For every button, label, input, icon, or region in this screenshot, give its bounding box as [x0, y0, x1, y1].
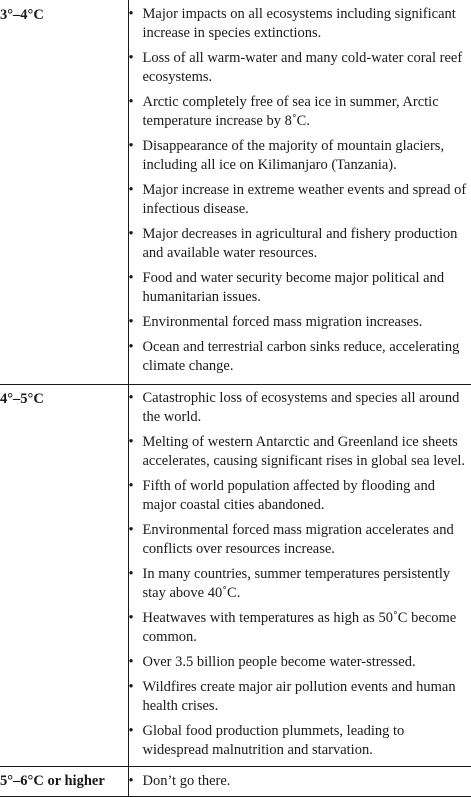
table-row-4-5c	[0, 385, 471, 767]
impact-list-item	[129, 5, 471, 43]
temperature-range-label: 5°–6°C or higher	[0, 773, 105, 789]
temperature-range-label: 3°–4°C	[0, 7, 44, 23]
impact-list-item	[129, 772, 471, 791]
bullet-icon: •	[129, 338, 134, 357]
impact-list-item	[129, 678, 471, 716]
table-row-5-6c	[0, 767, 471, 797]
bullet-icon: •	[129, 565, 134, 584]
bullet-icon: •	[129, 653, 134, 672]
bullet-icon: •	[129, 313, 134, 332]
bullet-icon: •	[129, 5, 134, 24]
impact-text: Global food production plummets, leading to widespread malnutrition and starvation.	[143, 723, 405, 758]
impact-text: Loss of all warm-water and many cold-water coral reef ecosystems.	[143, 50, 463, 85]
bullet-icon: •	[129, 93, 134, 112]
impact-text: Heatwaves with temperatures as high as 50˚C become common.	[143, 610, 457, 645]
impact-list-item	[129, 389, 471, 427]
impact-list-item	[129, 269, 471, 307]
impacts-cell	[128, 0, 471, 385]
temperature-range-cell	[0, 767, 128, 797]
impact-text: Arctic completely free of sea ice in summer, Arctic temperature increase by 8˚C.	[143, 94, 439, 129]
impact-list-item	[129, 477, 471, 515]
impact-text: Catastrophic loss of ecosystems and species all around the world.	[143, 390, 460, 425]
impact-list-item	[129, 521, 471, 559]
impact-text: Don’t go there.	[143, 773, 231, 789]
impacts-cell	[128, 385, 471, 767]
impact-text: Melting of western Antarctic and Greenland ice sheets accelerates, causing significant rises in global sea level.	[143, 434, 466, 469]
impacts-cell	[128, 767, 471, 797]
impact-text: Major impacts on all ecosystems including significant increase in species extinctions.	[143, 6, 456, 41]
impact-list-item	[129, 722, 471, 760]
impact-list-item	[129, 338, 471, 376]
impact-list-item	[129, 609, 471, 647]
impact-list-item	[129, 137, 471, 175]
impact-list-item	[129, 49, 471, 87]
bullet-icon: •	[129, 678, 134, 697]
impact-text: Fifth of world population affected by flooding and major coastal cities abandoned.	[143, 478, 436, 513]
impact-text: In many countries, summer temperatures persistently stay above 40˚C.	[143, 566, 451, 601]
impact-list-item	[129, 313, 471, 332]
impact-text: Over 3.5 billion people become water-stressed.	[143, 654, 416, 670]
bullet-icon: •	[129, 137, 134, 156]
impact-text: Food and water security become major political and humanitarian issues.	[143, 270, 445, 305]
bullet-icon: •	[129, 225, 134, 244]
impact-text: Disappearance of the majority of mountain glaciers, including all ice on Kilimanjaro (Tanzania).	[143, 138, 445, 173]
impact-list-item	[129, 433, 471, 471]
impact-list-item	[129, 565, 471, 603]
temperature-range-label: 4°–5°C	[0, 391, 44, 407]
bullet-icon: •	[129, 772, 134, 791]
bullet-icon: •	[129, 433, 134, 452]
impact-list-item	[129, 93, 471, 131]
bullet-icon: •	[129, 477, 134, 496]
temperature-range-cell	[0, 0, 128, 385]
impact-list	[129, 772, 471, 791]
impact-list-item	[129, 225, 471, 263]
bullet-icon: •	[129, 389, 134, 408]
bullet-icon: •	[129, 49, 134, 68]
impact-list	[129, 5, 471, 376]
impact-text: Ocean and terrestrial carbon sinks reduce, accelerating climate change.	[143, 339, 460, 374]
impact-list-item	[129, 653, 471, 672]
impact-text: Environmental forced mass migration accelerates and conflicts over resources increase.	[143, 522, 454, 557]
impact-text: Major increase in extreme weather events and spread of infectious disease.	[143, 182, 467, 217]
bullet-icon: •	[129, 269, 134, 288]
bullet-icon: •	[129, 181, 134, 200]
impact-text: Wildfires create major air pollution events and human health crises.	[143, 679, 456, 714]
impact-list	[129, 389, 471, 760]
bullet-icon: •	[129, 521, 134, 540]
bullet-icon: •	[129, 609, 134, 628]
temperature-range-cell	[0, 385, 128, 767]
bullet-icon: •	[129, 722, 134, 741]
table-row-3-4c	[0, 0, 471, 385]
impact-list-item	[129, 181, 471, 219]
impact-text: Environmental forced mass migration increases.	[143, 314, 423, 330]
impact-text: Major decreases in agricultural and fishery production and available water resources.	[143, 226, 458, 261]
